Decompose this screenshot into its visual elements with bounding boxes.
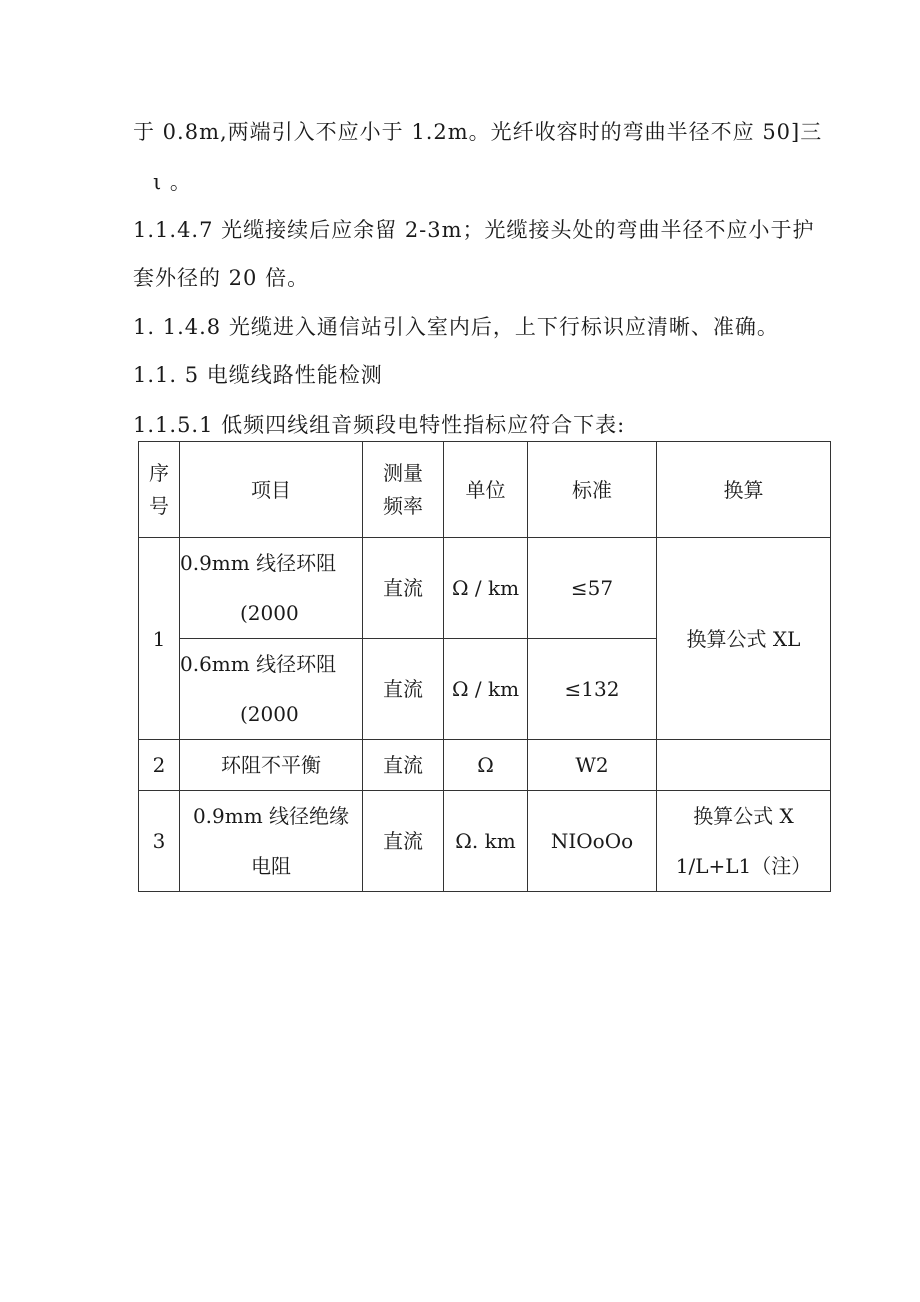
clause-1-1-4-7: 1.1.4.7 光缆接续后应余留 2-3m；光缆接头处的弯曲半径不应小于护 [133, 218, 815, 242]
cell-unit: Ω. km [444, 791, 528, 892]
table-row [139, 538, 831, 639]
cell-standard: W2 [528, 740, 657, 791]
cell-item: 0.9mm 线径环阻 (2000 [180, 538, 363, 639]
cell-item: 0.6mm 线径环阻 (2000 [180, 639, 363, 740]
cell-convert [657, 740, 831, 791]
cell-unit: Ω / km [444, 639, 528, 740]
table-row [139, 740, 831, 791]
cell-item: 环阻不平衡 [180, 740, 363, 791]
cell-freq: 直流 [363, 740, 444, 791]
header-convert: 换算 [657, 442, 831, 538]
cell-unit: Ω / km [444, 538, 528, 639]
cell-freq: 直流 [363, 538, 444, 639]
cell-convert: 换算公式 X 1/L+L1（注） [657, 791, 831, 892]
clause-1-1-4-8: 1. 1.4.8 光缆进入通信站引入室内后，上下行标识应清晰、准确。 [133, 315, 779, 339]
cell-freq: 直流 [363, 791, 444, 892]
clause-1-1-5-1: 1.1.5.1 低频四线组音频段电特性指标应符合下表: [133, 413, 626, 437]
cell-seq: 3 [139, 791, 180, 892]
cell-unit: Ω [444, 740, 528, 791]
cell-standard: ≤57 [528, 538, 657, 639]
header-freq: 测量 频率 [363, 442, 444, 538]
cell-standard: NIOoOo [528, 791, 657, 892]
header-standard: 标准 [528, 442, 657, 538]
table-row [139, 791, 831, 892]
header-unit: 单位 [444, 442, 528, 538]
header-seq: 序 号 [139, 442, 180, 538]
header-item: 项目 [180, 442, 363, 538]
cell-convert: 换算公式 XL [657, 538, 831, 740]
table-header-row [139, 442, 831, 538]
cell-item: 0.9mm 线径绝缘 电阻 [180, 791, 363, 892]
cell-seq: 2 [139, 740, 180, 791]
section-heading-1-1-5: 1.1. 5 电缆线路性能检测 [133, 363, 383, 387]
cell-freq: 直流 [363, 639, 444, 740]
paragraph-line: 套外径的 20 倍。 [133, 266, 310, 290]
cell-standard: ≤132 [528, 639, 657, 740]
cell-seq: 1 [139, 538, 180, 740]
paragraph-line: ι 。 [153, 170, 192, 194]
paragraph-line: 于 0.8m,两端引入不应小于 1.2m。光纤收容时的弯曲半径不应 50]三 [133, 120, 823, 144]
electrical-spec-table [138, 441, 831, 892]
